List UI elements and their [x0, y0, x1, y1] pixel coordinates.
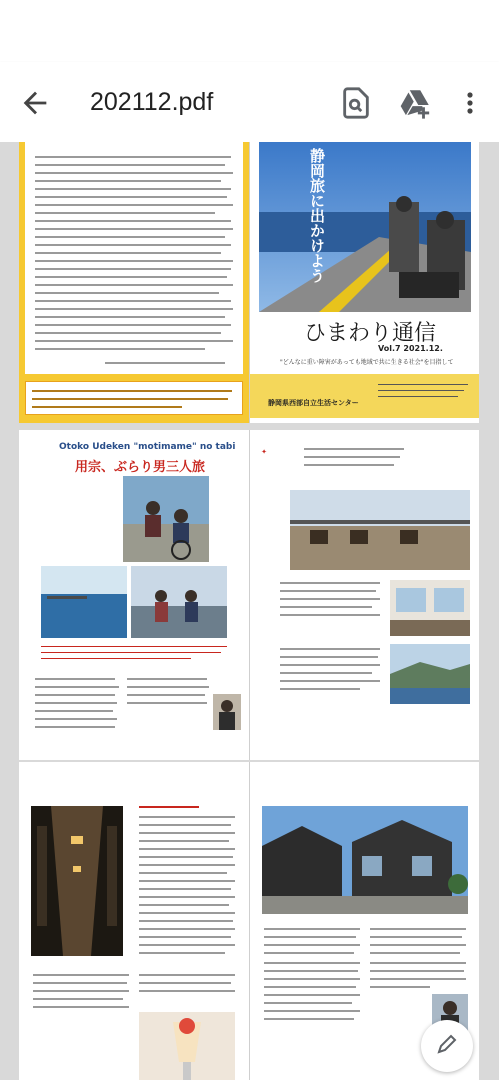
more-vert-icon[interactable]	[458, 86, 482, 120]
add-to-drive-icon[interactable]	[398, 86, 432, 120]
text-page-body	[25, 142, 243, 374]
pdf-page-spread-1	[19, 142, 479, 423]
cover-volume: Vol.7 2021.12.	[378, 344, 443, 353]
cover-publisher: 静岡県西部自立生活センター	[268, 399, 359, 407]
text-page-left	[19, 142, 249, 423]
cover-page	[250, 142, 479, 423]
pdf-page-spread-2	[19, 430, 479, 760]
cover-feature-title: 静岡旅に出かけよう	[308, 148, 326, 283]
article-photo-portrait	[213, 694, 241, 730]
pdf-viewport[interactable]	[0, 142, 499, 1080]
article-title-roman: Otoko Udeken "motimame" no tabi	[59, 442, 236, 452]
cover-title: ひまわり通信	[304, 321, 437, 346]
editor-note-box	[25, 381, 243, 415]
article-photo-dessert	[139, 1012, 235, 1080]
article-title: 用宗、ぶらり男三人旅	[75, 460, 206, 475]
article-photo-harbor	[390, 644, 470, 704]
article-photo-group	[131, 566, 227, 638]
article-page-left-2	[19, 762, 249, 1080]
find-in-document-icon[interactable]	[339, 86, 373, 120]
cover-photo	[259, 142, 471, 312]
article-photo-building	[262, 806, 468, 914]
article-photo-wheelchair	[123, 476, 209, 562]
document-title: 202112.pdf	[90, 88, 214, 116]
article-page-right	[250, 430, 479, 760]
article-photo-terrace	[290, 490, 470, 570]
pdf-page-spread-3	[19, 762, 479, 1080]
arrow-back-icon[interactable]	[18, 86, 52, 120]
status-bar	[0, 0, 499, 62]
article-photo-sea	[41, 566, 127, 638]
cover-tagline: "どんなに重い障害があっても地域で共に生きる社会"を目指して	[280, 359, 454, 366]
edit-fab[interactable]	[421, 1020, 473, 1072]
article-photo-interior	[390, 580, 470, 636]
cover-footer-band	[250, 374, 479, 418]
article-photo-night-street	[31, 806, 123, 956]
top-app-bar	[0, 62, 499, 142]
article-page-left	[19, 430, 249, 760]
article-side-heading: ✦	[260, 448, 268, 456]
